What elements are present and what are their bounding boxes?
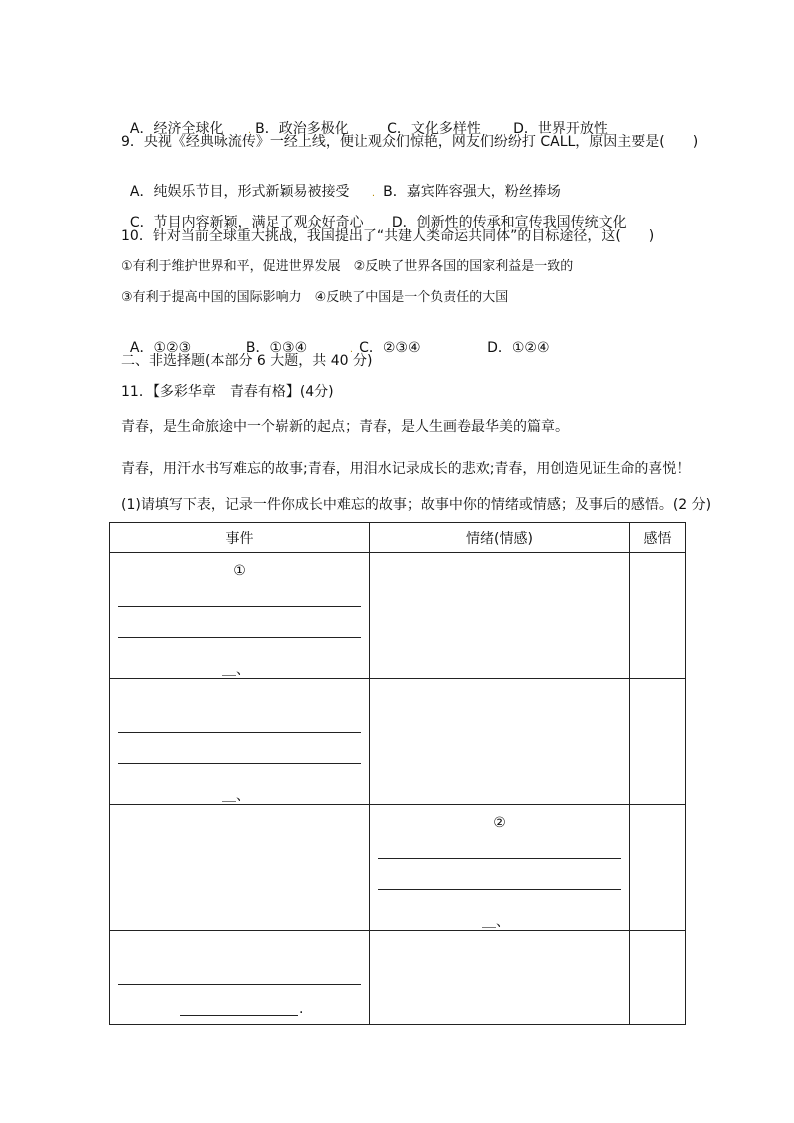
section-heading: 二、非选择题(本部分 6 大题，共 40 分) <box>121 353 373 369</box>
q10-option-c: C．②③④ <box>359 340 421 356</box>
answer-line[interactable] <box>118 732 361 733</box>
emotion-cell-4[interactable] <box>370 931 630 1025</box>
line-end-mark: . <box>299 1001 304 1017</box>
q11-paragraph-2: 青春，用汗水书写难忘的故事;青春，用泪水记录成长的悲欢;青春，用创造见证生命的喜悦！ <box>121 461 691 477</box>
q8-option-b: B．政治多极化 <box>255 121 349 137</box>
q9-option-c: C．节目内容新颖，满足了观众好奇心 <box>129 215 364 231</box>
table-header-row <box>110 523 686 553</box>
q10-options: A．①②③ B．①③④ . C．②③④ D．①②④ <box>129 340 550 356</box>
insight-cell-3[interactable] <box>630 805 686 931</box>
q8-option-d: D．世界开放性 <box>513 121 608 137</box>
q10-stem: 10．针对当前全球重大挑战，我国提出了“共建人类命运共同体”的目标途径，这( ) <box>121 228 655 244</box>
blank-marker-2: ② <box>493 815 506 831</box>
insight-cell-2[interactable] <box>630 679 686 805</box>
q10-item-row1: ①有利于维护世界和平，促进世界发展 ②反映了世界各国的国家利益是一致的 <box>121 259 574 274</box>
table-row <box>110 553 686 679</box>
q10-option-b: B．①③④ <box>245 340 308 356</box>
answer-line[interactable] <box>118 763 361 764</box>
table-row <box>110 931 686 1025</box>
q11-title: 11．【多彩华章 青春有格】(4分) <box>121 384 334 400</box>
emotion-cell-3[interactable] <box>370 805 630 931</box>
event-cell-3[interactable] <box>110 805 370 931</box>
insight-cell-1[interactable] <box>630 553 686 679</box>
q9-option-a: A．纯娱乐节目，形式新颖易被接受 <box>129 184 350 200</box>
emotion-cell-2[interactable] <box>370 679 630 805</box>
event-cell-2[interactable] <box>110 679 370 805</box>
event-cell-1[interactable] <box>110 553 370 679</box>
q10-option-d: D．①②④ <box>487 340 550 356</box>
emotion-cell-1[interactable] <box>370 553 630 679</box>
q8-options: A．经济全球化 . B．政治多极化 C．文化多样性 D．世界开放性 <box>129 121 608 137</box>
blank-marker-1: ① <box>233 563 246 579</box>
table-row <box>110 679 686 805</box>
line-tail: ＿、 <box>222 788 250 804</box>
q8-option-a: A．经济全球化 <box>129 121 224 137</box>
line-tail: ＿、 <box>222 662 250 678</box>
header-event: 事件 <box>110 523 370 553</box>
q8-option-c: C．文化多样性 <box>387 121 481 137</box>
answer-table <box>109 522 686 1025</box>
line-tail: ＿、 <box>482 914 510 930</box>
answer-line[interactable] <box>118 984 361 985</box>
q10-item-row2: ③有利于提高中国的国际影响力 ④反映了中国是一个负责任的大国 <box>121 290 509 305</box>
q9-option-b: B．嘉宾阵容强大，粉丝捧场 <box>383 184 561 200</box>
answer-line[interactable] <box>118 606 361 607</box>
event-cell-4[interactable] <box>110 931 370 1025</box>
q9-stem: 9．央视《经典咏流传》一经上线，便让观众们惊艳，网友们纷纷打 CALL，原因主要是( ) <box>121 134 699 150</box>
answer-line-short[interactable] <box>180 1015 298 1016</box>
q11-instruction: (1)请填写下表，记录一件你成长中难忘的故事；故事中你的情绪或情感；及事后的感悟。(2 分) <box>121 497 712 513</box>
insight-cell-4[interactable] <box>630 931 686 1025</box>
header-insight: 感悟 <box>630 523 686 553</box>
answer-line[interactable] <box>378 889 621 890</box>
q10-option-a: A．①②③ <box>129 340 192 356</box>
table-row <box>110 805 686 931</box>
answer-line[interactable] <box>378 858 621 859</box>
header-emotion: 情绪(情感) <box>370 523 630 553</box>
q9-option-d: D．创新性的传承和宣传我国传统文化 <box>391 215 627 231</box>
q9-options-row1: A．纯娱乐节目，形式新颖易被接受 . B．嘉宾阵容强大，粉丝捧场 <box>129 184 561 200</box>
answer-line[interactable] <box>118 637 361 638</box>
q11-paragraph-1: 青春，是生命旅途中一个崭新的起点；青春，是人生画卷最华美的篇章。 <box>121 419 569 435</box>
